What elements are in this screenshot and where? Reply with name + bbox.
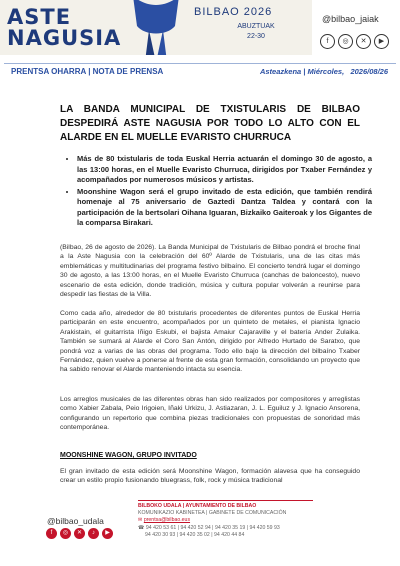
footer-phones-line1: 94 420 53 61 | 94 420 52 94 | 94 420 35 19 | 94 420 59 93 <box>145 524 280 531</box>
body-paragraph: Como cada año, alrededor de 80 txistularis procedentes de diferentes puntos de Euskal Herria participarán en este encuentro, acompañados por un quinteto de metales, el pianista Ignacio Arakistain, el guitarrista Iñigo Eskubi, el bajista Amaiur Cajaraville y el batería Ander Zulaika. También se sumará al Alarde el Coro San Antón, dirigido por Alfredo Hurtado de Saratxo, que pondrá voz a varias de las obras del programa. Todo ello bajo la dirección del bilbaíno Txaber Fernández, quien vuelve a ponerse al frente de esta gran formación, consolidando un proyecto que ha sabido renovar el Alarde manteniendo intacta su esencia. <box>60 310 360 374</box>
social-icons-top <box>320 34 389 49</box>
department-day: Asteazkena | Miércoles, <box>259 67 345 76</box>
bullet-item: • Más de 80 txistularis de toda Euskal Herria actuarán el domingo 30 de agosto, a las 13:00 horas, en el Muelle Evaristo Churruca, dirigidos por Txaber Fernández y acompañados por numerosos músicos y artistas. <box>77 154 372 186</box>
body-paragraph: (Bilbao, 26 de agosto de 2026). La Banda Municipal de Txistularis de Bilbao pondrá el broche final a la Aste Nagusia con la celebración del 60º Alarde de Txistularis, una de las citas más emblemáticas y multitudinarias del programa festivo bilbaíno. El concierto tendrá lugar el domingo 30 de agosto, a las 13:00 horas, en el Muelle Evaristo Churruca (canchas de baloncesto), nuevo escenario de esta edición, donde tradición, música y cultura popular volverán a reunirse para despedir las fiestas de la Villa. <box>60 244 360 299</box>
footer-office: KOMUNIKAZIO KABINETEA | GABINETE DE COMUNICACIÓN <box>138 510 287 517</box>
mail-icon: ✉ <box>138 517 143 524</box>
banner-title <box>7 7 121 49</box>
banner-title-line2: NAGUSIA <box>7 26 122 50</box>
press-label: PRENTSA OHARRA | NOTA DE PRENSA <box>11 67 164 76</box>
footer-org: BILBOKO UDALA | AYUNTAMIENTO DE BILBAO <box>138 503 257 509</box>
bullet-item: • Moonshine Wagon será el grupo invitado de esta edición, que también rendirá homenaje al 75 aniversario de Gaztedi Dantza Taldea y contará con la participación de la bertsolari Oihana Iguaran, Bizkaiko Gaiteroak y los Gigantes de la comparsa Birakari. <box>77 187 372 229</box>
date-value: 2026/08/26 <box>350 67 388 76</box>
facebook-icon[interactable]: f <box>46 528 57 539</box>
phone-icon: ☎ <box>138 524 145 531</box>
press-date <box>260 67 388 76</box>
footer-contact <box>138 500 313 539</box>
social-handle-top[interactable]: @bilbao_jaiak <box>322 14 379 24</box>
instagram-icon[interactable]: ◎ <box>338 34 353 49</box>
instagram-icon[interactable]: ◎ <box>60 528 71 539</box>
footer-phones <box>138 525 313 532</box>
scarf-icon <box>127 0 185 55</box>
banner-event: BILBAO 2026 <box>194 6 273 18</box>
social-icons-bottom <box>46 528 113 539</box>
youtube-icon[interactable]: ▶ <box>374 34 389 49</box>
x-icon[interactable]: ✕ <box>74 528 85 539</box>
section-paragraph: El gran invitado de esta edición será Moonshine Wagon, formación alavesa que ha conseguido crear un estilo propio fusionando bluegrass, folk, rock y música tradicional <box>60 468 360 485</box>
header-divider <box>4 63 396 64</box>
footer-email[interactable]: prentsa@bilbao.eus <box>143 517 191 524</box>
headline: LA BANDA MUNICIPAL DE TXISTULARIS DE BILBAO DESPEDIRÁ ASTE NAGUSIA POR TODO LO ALTO CON EL ALARDE EN EL MUELLE EVARISTO CHURRUCA <box>60 104 360 143</box>
banner-dates-label: ABUZTUAK <box>237 23 275 30</box>
youtube-icon[interactable]: ▶ <box>102 528 113 539</box>
social-handle-bottom[interactable]: @bilbao_udala <box>47 516 104 526</box>
banner-dates: 22-30 <box>247 33 265 40</box>
event-banner <box>0 0 312 55</box>
facebook-icon[interactable]: f <box>320 34 335 49</box>
x-icon[interactable]: ✕ <box>356 34 371 49</box>
tiktok-icon[interactable]: ♪ <box>88 528 99 539</box>
banner-title-line1: ASTE <box>7 5 72 29</box>
footer-phones-line2: 94 420 30 93 | 94 420 35 02 | 94 420 44 84 <box>145 531 245 538</box>
section-heading: MOONSHINE WAGON, GRUPO INVITADO <box>60 452 197 459</box>
footer-email-row <box>138 517 313 524</box>
summary-bullets <box>65 154 372 230</box>
body-paragraph: Los arreglos musicales de las diferentes obras han sido realizados por compositores y arreglistas como Xabier Zabala, Peio Irigoien, Iñaki Urkizu, J. Astiazaran, J. L. Eguiluz y J. Ignacio Ansorena, configurando un repertorio que combina piezas tradicionales con propuestas de sonoridad más contemporánea. <box>60 396 360 432</box>
